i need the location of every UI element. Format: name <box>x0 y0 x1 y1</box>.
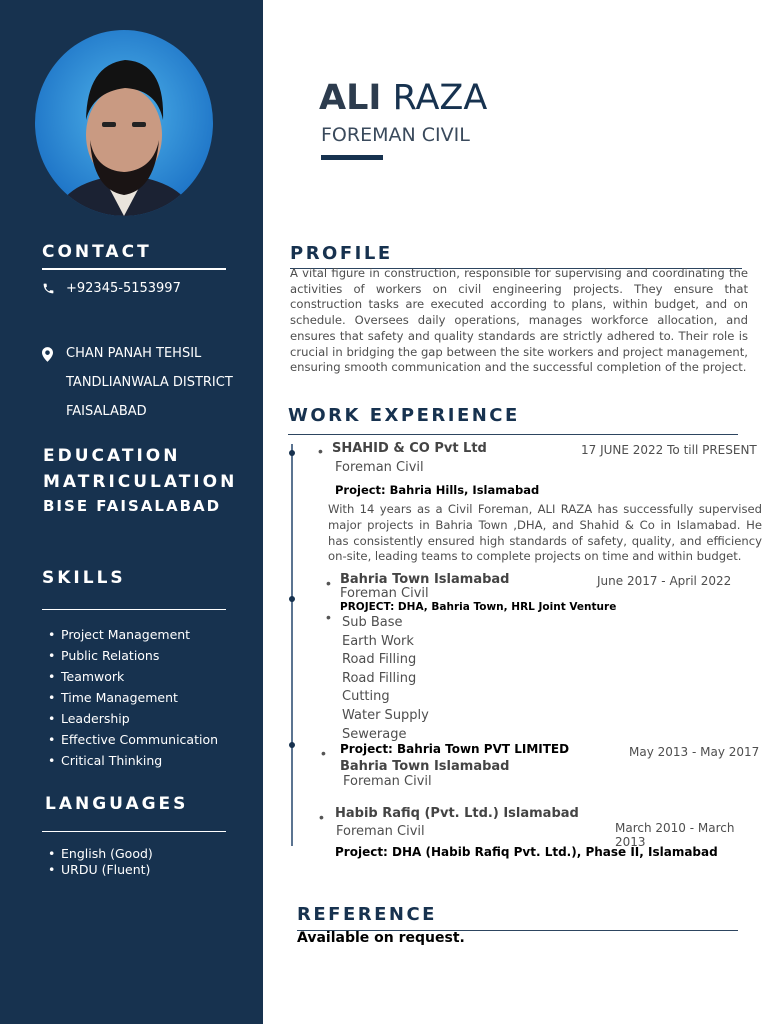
job-role: Foreman Civil <box>340 586 429 601</box>
task-item: Cutting <box>342 689 390 705</box>
skills-list <box>46 624 218 771</box>
timeline-line <box>291 444 293 846</box>
job-dates: June 2017 - April 2022 <box>597 574 732 588</box>
phone-number[interactable]: +92345-5153997 <box>66 281 181 296</box>
task-item: Road Filling <box>342 652 417 668</box>
title-underline <box>321 155 383 160</box>
full-name <box>319 78 487 118</box>
skill-item: • Leadership <box>46 708 218 729</box>
contact-divider <box>42 268 226 270</box>
location-pin-icon <box>42 347 54 363</box>
language-item: • URDU (Fluent) <box>46 862 153 878</box>
job-dates: May 2013 - May 2017 <box>629 745 760 759</box>
address-line: TANDLIANWALA DISTRICT <box>66 375 233 390</box>
job-project: Project: DHA (Habib Rafiq Pvt. Ltd.), Phase II, Islamabad <box>335 845 718 859</box>
job-company: Habib Rafiq (Pvt. Ltd.) Islamabad <box>335 806 579 821</box>
last-name: RAZA <box>392 78 488 118</box>
profile-heading: PROFILE <box>290 243 393 264</box>
skill-item: • Project Management <box>46 624 218 645</box>
education-board: BISE FAISALABAD <box>43 497 222 515</box>
profile-text: A vital figure in construction, responsible for supervising and coordinating the activities of workers on civil engineering projects. They ensure that construction tasks are executed according to plans, within budget, and on schedule. Oversees daily operations, manages workforce allocation, and ensures that safety and quality standards are strictly adhered to. Their role is crucial in bridging the gap between the site workers and project management, ensuring smooth communication and the successful completion of the project. <box>290 266 748 375</box>
job-project: PROJECT: DHA, Bahria Town, HRL Joint Venture <box>340 601 617 613</box>
skills-divider <box>42 609 226 610</box>
job-project: Project: Bahria Town PVT LIMITED <box>340 742 570 756</box>
timeline-dot <box>289 742 295 748</box>
profile-photo <box>35 30 213 216</box>
work-experience-heading: WORK EXPERIENCE <box>288 405 520 426</box>
skill-item: • Public Relations <box>46 645 218 666</box>
work-divider <box>288 434 738 435</box>
bullet-icon: • <box>326 609 331 625</box>
languages-heading: LANGUAGES <box>45 794 189 814</box>
job-role: Foreman Civil <box>335 460 424 475</box>
education-degree: MATRICULATION <box>43 472 238 492</box>
contact-heading: CONTACT <box>42 242 152 262</box>
job-title: FOREMAN CIVIL <box>321 124 470 146</box>
task-item: Sewerage <box>342 726 407 742</box>
job-dates: 17 JUNE 2022 To till PRESENT <box>581 443 757 457</box>
skills-heading: SKILLS <box>42 568 126 588</box>
first-name: ALI <box>319 78 382 118</box>
bullet-icon: • <box>318 443 323 459</box>
job-role: Foreman Civil <box>343 774 432 789</box>
job-company: SHAHID & CO Pvt Ltd <box>332 441 487 456</box>
job-description: With 14 years as a Civil Foreman, ALI RAZA has successfully supervised major projects in Bahria Town ,DHA, and Shahid & Co in Islamabad. He has consistently ensured high standards of safety, quality, and efficiency on-site, leading teams to complete projects on time and within budget. <box>328 502 762 564</box>
profile-photo-image <box>35 30 213 216</box>
job-project: Project: Bahria Hills, Islamabad <box>335 483 540 497</box>
language-item: • English (Good) <box>46 846 153 862</box>
address-line: CHAN PANAH TEHSIL <box>66 346 202 361</box>
skill-item: • Teamwork <box>46 666 218 687</box>
timeline-dot <box>289 450 295 456</box>
job-role: Foreman Civil <box>336 824 425 839</box>
languages-divider <box>42 831 226 832</box>
task-item: Sub Base <box>342 615 403 630</box>
job-dates: March 2010 - March 2013 <box>615 821 735 849</box>
bullet-icon: • <box>326 575 331 591</box>
job-company: Bahria Town Islamabad <box>340 572 510 587</box>
skill-item: • Time Management <box>46 687 218 708</box>
skill-item: • Critical Thinking <box>46 750 218 771</box>
address-line: FAISALABAD <box>66 404 147 419</box>
reference-text: Available on request. <box>297 930 465 946</box>
job-company: Bahria Town Islamabad <box>340 759 510 774</box>
reference-heading: REFERENCE <box>297 904 437 925</box>
timeline-dot <box>289 596 295 602</box>
phone-icon <box>42 282 56 296</box>
languages-list <box>46 846 153 878</box>
task-item: Road Filling <box>342 670 417 686</box>
task-item: Water Supply <box>342 707 429 723</box>
bullet-icon: • <box>321 745 326 761</box>
bullet-icon: • <box>319 809 324 825</box>
task-item: Earth Work <box>342 633 414 649</box>
skill-item: • Effective Communication <box>46 729 218 750</box>
education-heading: EDUCATION <box>43 446 181 466</box>
task-list <box>342 614 429 744</box>
